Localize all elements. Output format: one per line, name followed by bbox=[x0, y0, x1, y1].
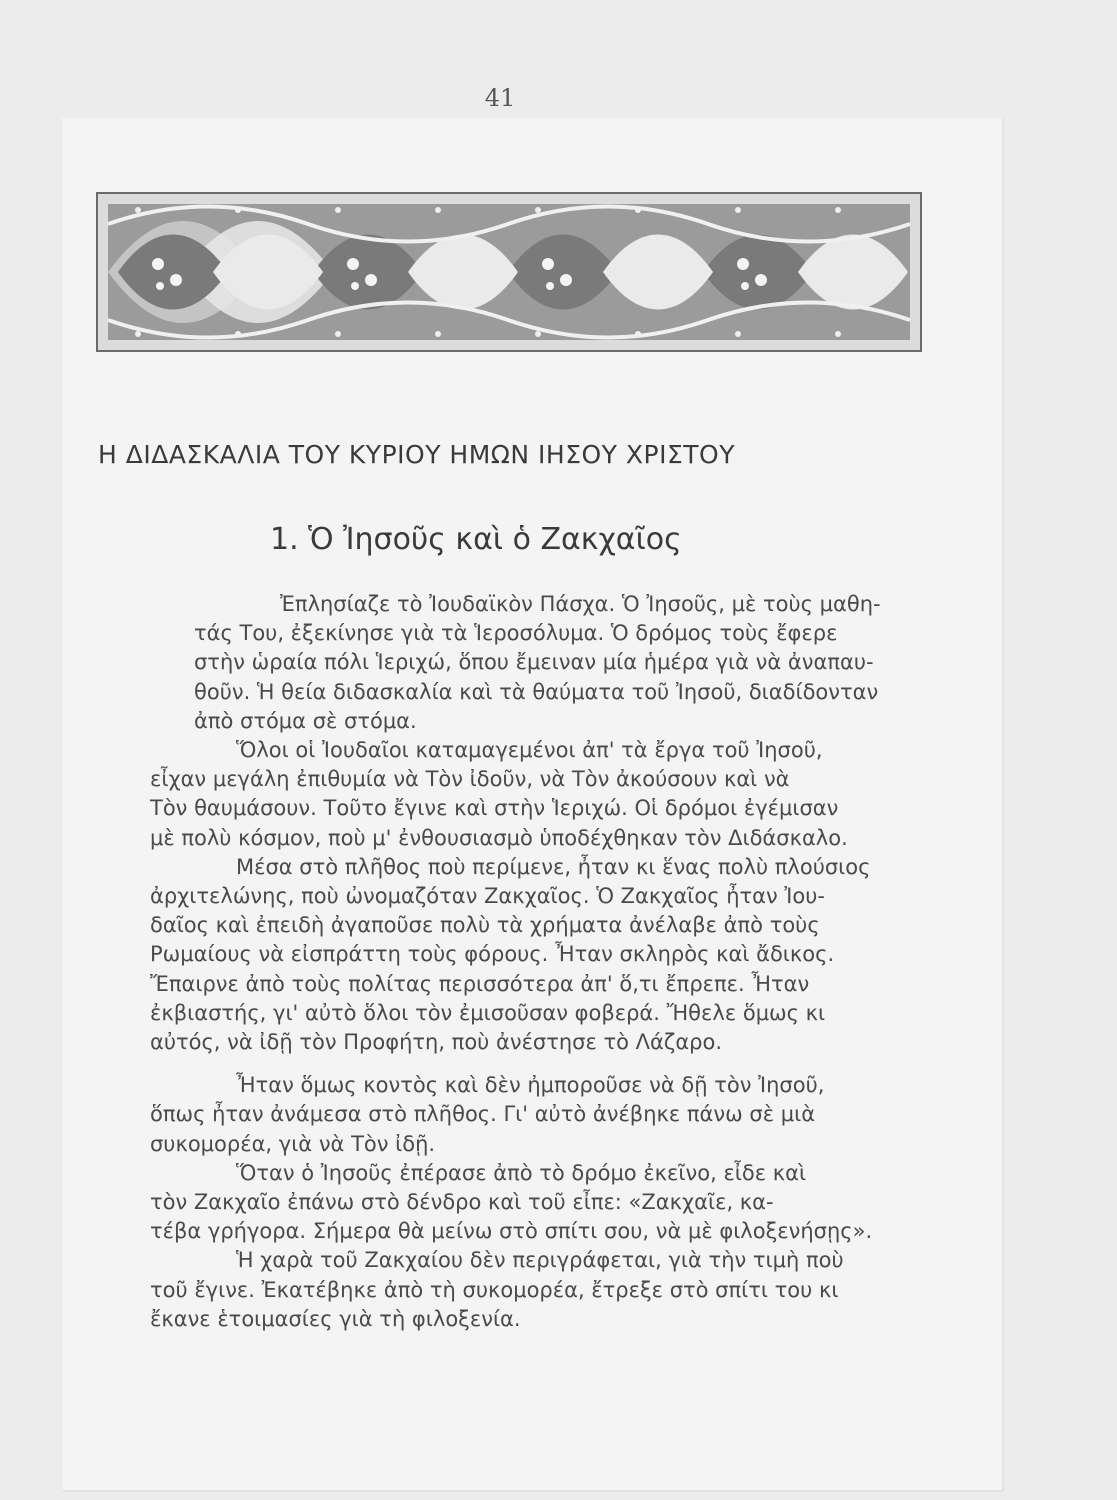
chapter-heading: Η ΔΙΔΑΣΚΑΛΙΑ ΤΟΥ ΚΥΡΙΟΥ ΗΜΩΝ ΙΗΣΟΥ ΧΡΙΣΤΟΥ bbox=[98, 440, 735, 469]
lesson-title: 1. Ὁ Ἰησοῦς καὶ ὁ Ζακχαῖος bbox=[270, 522, 682, 557]
text-line: τοῦ ἔγινε. Ἐκατέβηκε ἀπὸ τὴ συκομορέα, ἔτρεξε στὸ σπίτι του κι bbox=[150, 1277, 839, 1302]
text-line: Ὅταν ὁ Ἰησοῦς ἐπέρασε ἀπὸ τὸ δρόμο ἐκεῖνο, εἶδε καὶ bbox=[236, 1160, 807, 1185]
text-line: ἔκανε ἑτοιμασίες γιὰ τὴ φιλοξενία. bbox=[150, 1306, 521, 1331]
text-line: Ἐπλησίαζε τὸ Ἰουδαϊκὸν Πάσχα. Ὁ Ἰησοῦς, μὲ τοὺς μαθη- bbox=[280, 592, 881, 616]
text-line: Ἦταν ὅμως κοντὸς καὶ δὲν ἠμποροῦσε νὰ δῇ τὸν Ἰησοῦ, bbox=[236, 1073, 825, 1098]
text-line: δαῖος καὶ ἐπειδὴ ἀγαποῦσε πολὺ τὰ χρήματα ἀνέλαβε ἀπὸ τοὺς bbox=[150, 913, 820, 938]
text-line: στὴν ὡραία πόλι Ἱεριχώ, ὅπου ἔμειναν μία ἡμέρα γιὰ νὰ ἀναπαυ- bbox=[194, 650, 874, 675]
text-line: τάς Του, ἐξεκίνησε γιὰ τὰ Ἱεροσόλυμα. Ὁ δρόμος τοὺς ἔφερε bbox=[194, 621, 838, 646]
paragraph bbox=[108, 1159, 958, 1247]
page-number: 41 bbox=[484, 84, 516, 112]
lesson-body bbox=[108, 590, 958, 1334]
text-line: ὅπως ἦταν ἀνάμεσα στὸ πλῆθος. Γι' αὐτὸ ἀνέβηκε πάνω σὲ μιὰ bbox=[150, 1102, 816, 1127]
text-line: ἀρχιτελώνης, ποὺ ὠνομαζόταν Ζακχαῖος. Ὁ Ζακχαῖος ἦταν Ἰου- bbox=[150, 884, 825, 909]
paragraph bbox=[108, 1246, 958, 1334]
text-line: τέβα γρήγορα. Σήμερα θὰ μείνω στὸ σπίτι σου, νὰ μὲ φιλοξενήσῃς». bbox=[150, 1219, 873, 1244]
text-line: συκομορέα, γιὰ νὰ Τὸν ἰδῇ. bbox=[150, 1131, 436, 1156]
text-line: Ἡ χαρὰ τοῦ Ζακχαίου δὲν περιγράφεται, γιὰ τὴν τιμὴ ποὺ bbox=[236, 1248, 844, 1273]
text-line: θοῦν. Ἡ θεία διδασκαλία καὶ τὰ θαύματα τοῦ Ἰησοῦ, διαδίδονταν bbox=[194, 679, 879, 704]
text-line: τὸν Ζακχαῖο ἐπάνω στὸ δένδρο καὶ τοῦ εἶπε: «Ζακχαῖε, κα- bbox=[150, 1190, 774, 1215]
text-line: Μέσα στὸ πλῆθος ποὺ περίμενε, ἦταν κι ἕνας πολὺ πλούσιος bbox=[236, 854, 871, 879]
text-line: Ἔπαιρνε ἀπὸ τοὺς πολίτας περισσότερα ἀπ' ὅ,τι ἔπρεπε. Ἦταν bbox=[150, 971, 810, 996]
text-line: αὐτός, νὰ ἰδῇ τὸν Προφήτη, ποὺ ἀνέστησε τὸ Λάζαρο. bbox=[150, 1030, 723, 1055]
text-line: Ρωμαίους νὰ εἰσπράττη τοὺς φόρους. Ἦταν σκληρὸς καὶ ἄδικος. bbox=[150, 942, 835, 967]
text-line: Τὸν θαυμάσουν. Τοῦτο ἔγινε καὶ στὴν Ἱεριχώ. Οἱ δρόμοι ἐγέμισαν bbox=[150, 796, 839, 821]
text-line: ἀπὸ στόμα σὲ στόμα. bbox=[194, 708, 417, 733]
paragraph bbox=[108, 853, 958, 1057]
paragraph bbox=[108, 736, 958, 853]
paragraph bbox=[108, 1071, 958, 1159]
ornament-pattern-icon bbox=[98, 194, 920, 350]
text-line: εἶχαν μεγάλη ἐπιθυμία νὰ Τὸν ἰδοῦν, νὰ Τὸν ἀκούσουν καὶ νὰ bbox=[150, 767, 790, 792]
text-line: ἐκβιαστής, γι' αὐτὸ ὅλοι τὸν ἐμισοῦσαν φοβερά. Ἤθελε ὅμως κι bbox=[150, 1000, 826, 1025]
text-line: μὲ πολὺ κόσμον, ποὺ μ' ἐνθουσιασμὸ ὑποδέχθηκαν τὸν Διδάσκαλο. bbox=[150, 825, 848, 850]
paragraph bbox=[108, 590, 958, 736]
text-line: Ὅλοι οἱ Ἰουδαῖοι καταμαγεμένοι ἀπ' τὰ ἔργα τοῦ Ἰησοῦ, bbox=[236, 738, 823, 763]
decorative-border-band bbox=[96, 192, 922, 352]
